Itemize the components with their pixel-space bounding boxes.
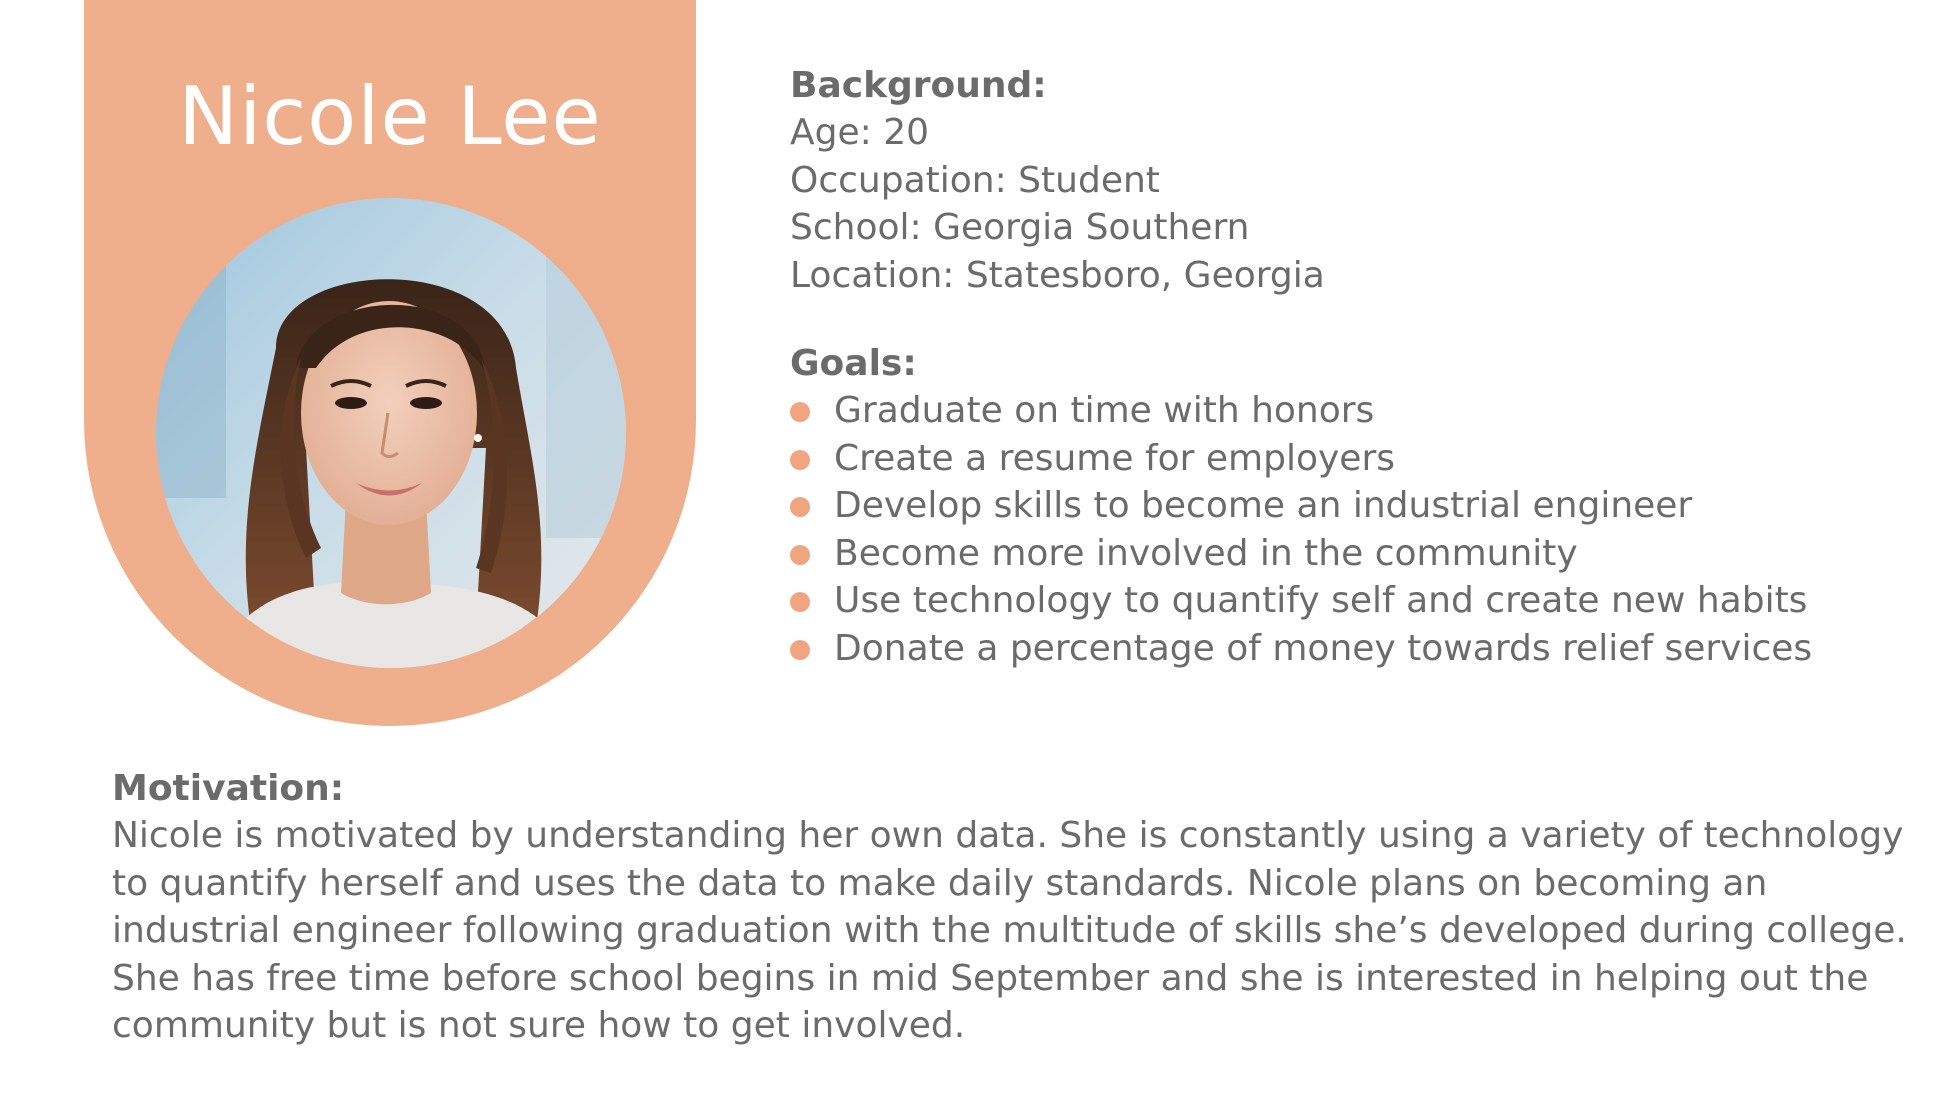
goal-item [790, 530, 1812, 578]
bullet-dot-icon [790, 402, 810, 422]
persona-name: Nicole Lee [178, 70, 602, 163]
goal-text: Graduate on time with honors [834, 390, 1375, 431]
location-text: Location: Statesboro, Georgia [790, 254, 1325, 296]
bullet-dot-icon [790, 545, 810, 565]
motivation-line: She has free time before school begins in mid September and she is interested in helping out the [112, 957, 1869, 999]
goal-item [790, 577, 1812, 625]
goal-text: Create a resume for employers [834, 437, 1396, 479]
goal-text: Use technology to quantify self and create new habits [834, 580, 1808, 621]
motivation-line: to quantify herself and uses the data to make daily standards. Nicole plans on becoming an [112, 862, 1768, 904]
background-section [790, 62, 1325, 299]
motivation-paragraph [112, 812, 1912, 1050]
persona-photo [156, 198, 626, 668]
goal-item [790, 482, 1812, 530]
goals-heading: Goals: [790, 343, 917, 384]
persona-card [84, 0, 696, 726]
motivation-line: industrial engineer following graduation with the multitude of skills she’s developed during college. [112, 910, 1907, 951]
goals-list [790, 387, 1812, 672]
goal-item [790, 387, 1812, 435]
goal-item [790, 625, 1812, 673]
bullet-dot-icon [790, 497, 810, 517]
background-heading: Background: [790, 65, 1047, 106]
goal-text: Develop skills to become an industrial engineer [834, 485, 1693, 526]
bullet-dot-icon [790, 450, 810, 470]
motivation-section [112, 765, 1912, 1050]
goal-text: Become more involved in the community [834, 532, 1578, 574]
goal-item [790, 435, 1812, 483]
bullet-dot-icon [790, 592, 810, 612]
motivation-line: Nicole is motivated by understanding her own data. She is constantly using a variety of technology [112, 815, 1904, 856]
motivation-line: community but is not sure how to get involved. [112, 1005, 966, 1046]
goals-section [790, 340, 1812, 672]
bullet-dot-icon [790, 640, 810, 660]
age-text: Age: 20 [790, 112, 930, 153]
school-text: School: Georgia Southern [790, 207, 1250, 248]
occupation-text: Occupation: Student [790, 159, 1160, 201]
motivation-heading: Motivation: [112, 768, 345, 809]
goal-text: Donate a percentage of money towards relief services [834, 627, 1813, 669]
